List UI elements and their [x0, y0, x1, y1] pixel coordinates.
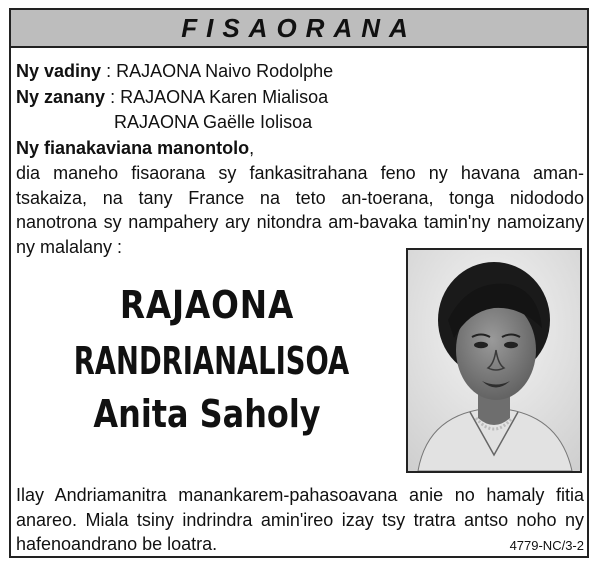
deceased-given-name: Anita Saholy: [93, 392, 321, 436]
reference-code: 4779-NC/3-2: [509, 538, 584, 553]
zanany-label: Ny zanany: [16, 87, 106, 107]
notice-header: [9, 8, 589, 48]
deceased-surname: RAJAONA: [119, 283, 295, 327]
zanany-value-1: : RAJAONA Karen Mialisoa: [110, 87, 329, 107]
line-zanany: [16, 86, 328, 108]
vadiny-value: : RAJAONA Naivo Rodolphe: [106, 61, 334, 81]
portrait-photo: [406, 248, 582, 473]
line-vadiny: [16, 60, 333, 82]
closing-paragraph: Ilay Andriamanitra manankarem-pahasoavana anie no hamaly fitia anareo. Miala tsiny indrindra amin'ireo izay tsy tratra antso noho ny hafenoandrano be loatra.: [16, 485, 584, 554]
portrait-image: [408, 250, 580, 471]
line-fianakaviana: [16, 137, 254, 159]
fianakaviana-label: Ny fianakaviana manontolo: [16, 138, 250, 158]
deceased-name: RANDRIANALISOA: [73, 339, 350, 383]
fianakaviana-suffix: ,: [249, 138, 255, 158]
vadiny-label: Ny vadiny: [16, 61, 102, 81]
zanany-value-2: RAJAONA Gaëlle Iolisoa: [114, 112, 313, 132]
thanks-paragraph: dia maneho fisaorana sy fankasitrahana feno ny havana aman-tsakaiza, na tany France na teto an-toerana, tonga nidododo nanotrona sy nampahery ary nitondra am-bavaka tamin'ny namoizany ny malalany :: [16, 163, 584, 257]
notice-title: FISAORANA: [181, 12, 417, 43]
